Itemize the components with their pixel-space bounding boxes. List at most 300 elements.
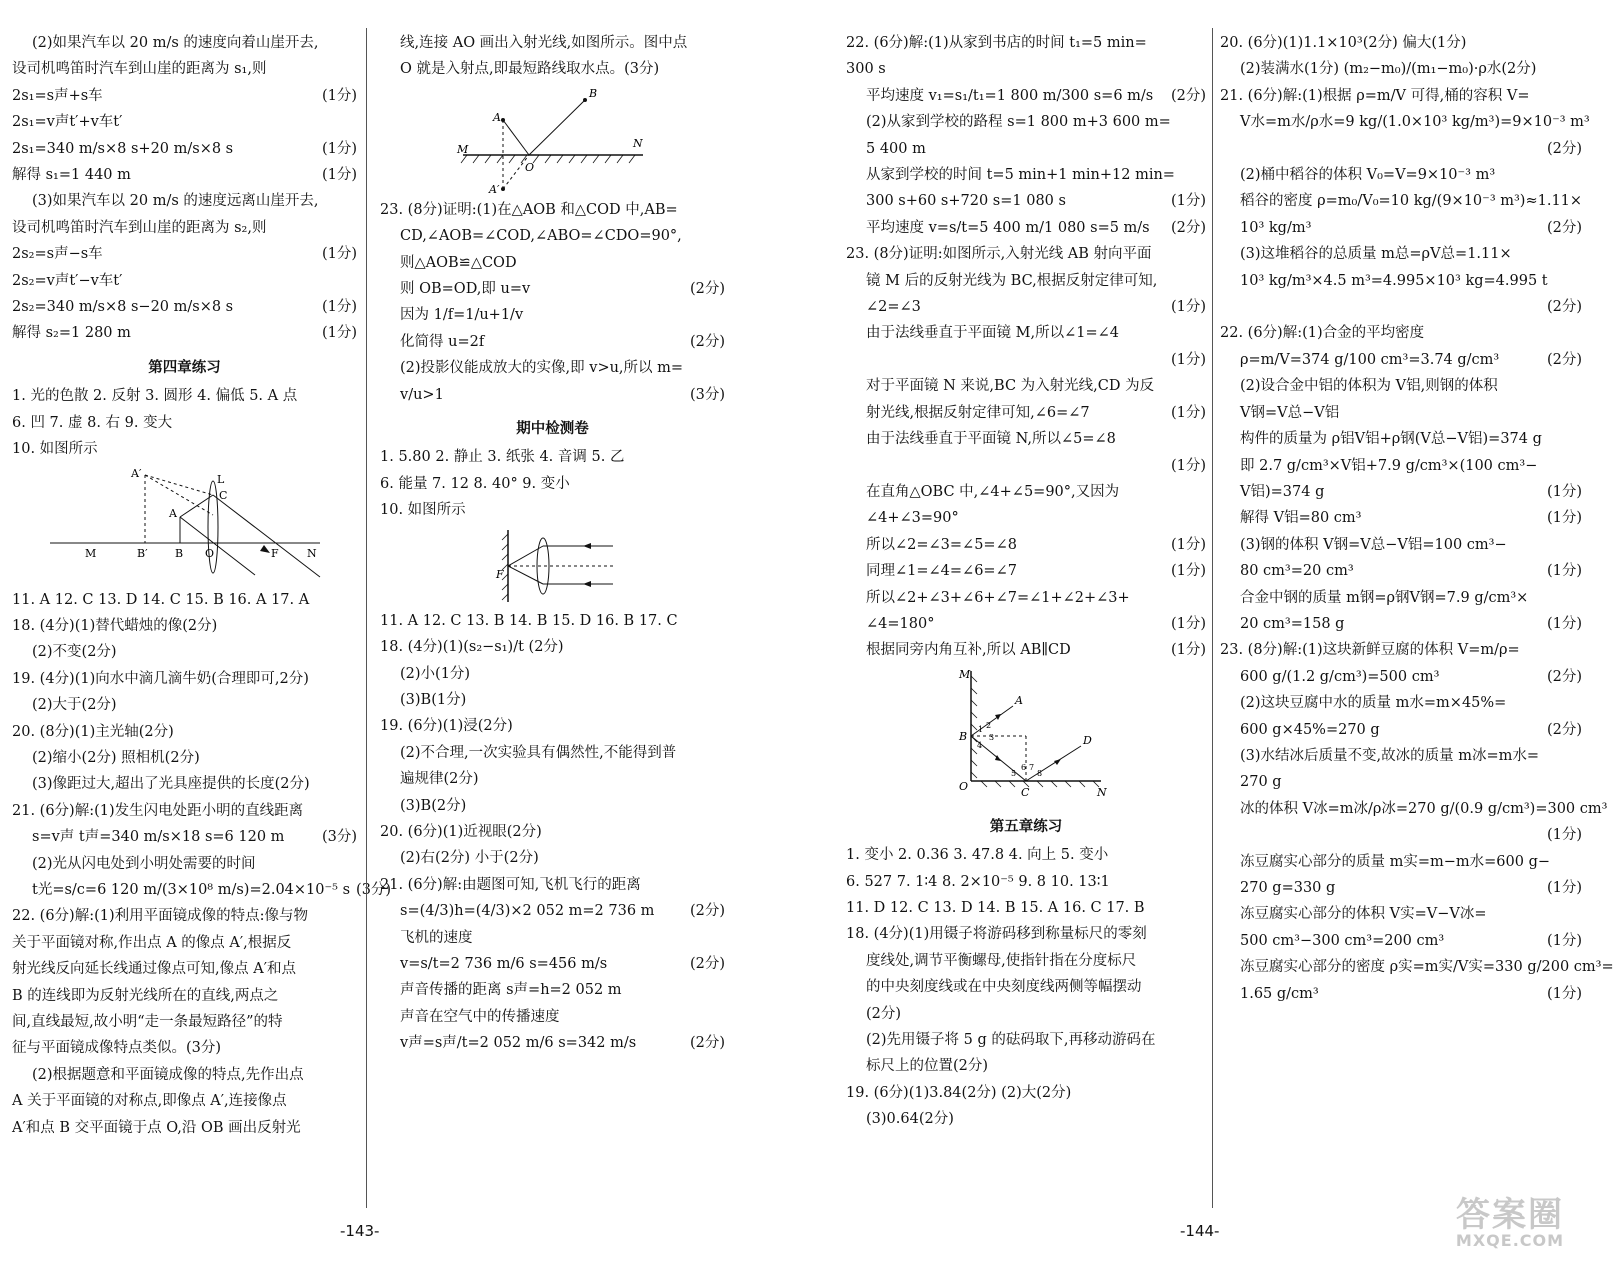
text-line <box>846 532 1206 558</box>
text-line <box>12 383 357 409</box>
score-points: (1分) <box>1170 351 1206 368</box>
text-line <box>380 661 725 687</box>
text-line <box>380 56 725 82</box>
text-line <box>12 930 357 956</box>
score-points: (2分) <box>1170 219 1206 236</box>
line-text: (3)如果汽车以 20 m/s 的速度远离山崖开去, <box>32 193 319 210</box>
text-line <box>1220 215 1582 241</box>
line-text: (2)不变(2分) <box>32 644 117 661</box>
text-line <box>846 347 1206 373</box>
line-text: 10³ kg/m³×4.5 m³=4.995×10³ kg=4.995 t <box>1240 272 1548 289</box>
line-text: 300 s <box>846 61 886 78</box>
figure-label: 6 <box>1021 762 1027 772</box>
text-line <box>1220 558 1582 584</box>
line-text: ρ=m/V=374 g/100 cm³=3.74 g/cm³ <box>1240 351 1500 368</box>
text-line <box>1220 769 1582 795</box>
text-line <box>1220 849 1582 875</box>
text-line <box>846 188 1206 214</box>
text-line <box>12 903 357 929</box>
text-line <box>1220 347 1582 373</box>
text-line <box>12 215 357 241</box>
line-text: 19. (6分)(1)浸(2分) <box>380 718 513 735</box>
figure-label: 3 <box>989 732 995 742</box>
text-line <box>1220 505 1582 531</box>
line-text: 镜 M 后的反射光线为 BC,根据反射定律可知, <box>866 272 1158 289</box>
line-text: 则△AOB≌△COD <box>400 254 517 271</box>
text-line <box>380 1030 725 1056</box>
line-text: 2s₂=s声−s车 <box>12 246 103 263</box>
line-text: (2)从家到学校的路程 s=1 800 m+3 600 m= <box>866 114 1171 131</box>
text-line <box>380 197 725 223</box>
text-line <box>846 241 1206 267</box>
line-text: (3)钢的体积 V钢=V总−V铝=100 cm³− <box>1240 536 1507 553</box>
line-text: 6. 凹 7. 虚 8. 右 9. 变大 <box>12 414 173 431</box>
score-points: (2分) <box>1546 351 1582 368</box>
text-line <box>380 223 725 249</box>
figure-label: C <box>218 488 227 502</box>
line-text: A′和点 B 交平面镜于点 O,沿 OB 画出反射光 <box>12 1119 301 1136</box>
text-line <box>1220 241 1582 267</box>
text-line <box>380 497 725 523</box>
text-line <box>846 56 1206 82</box>
line-text: 23. (8分)证明:如图所示,入射光线 AB 射向平面 <box>846 246 1152 263</box>
line-text: 6. 527 7. 1∶4 8. 2×10⁻⁵ 9. 8 10. 13∶1 <box>846 873 1110 890</box>
text-line <box>380 845 725 871</box>
line-text: 20. (8分)(1)主光轴(2分) <box>12 723 174 740</box>
line-text: (2)投影仪能成放大的实像,即 v>u,所以 m= <box>400 360 684 377</box>
line-text: 度线处,调节平衡螺母,使指针指在分度标尺 <box>866 952 1137 969</box>
line-text: (3)B(1分) <box>400 691 467 708</box>
text-line <box>1220 400 1582 426</box>
score-points: (2分) <box>1546 299 1582 316</box>
text-line <box>846 453 1206 479</box>
text-line <box>12 851 357 877</box>
line-text: 18. (4分)(1)用镊子将游码移到称量标尺的零刻 <box>846 926 1147 943</box>
line-text: 300 s+60 s+720 s=1 080 s <box>866 193 1066 210</box>
text-line <box>1220 928 1582 954</box>
text-line <box>1220 532 1582 558</box>
line-text: 1. 变小 2. 0.36 3. 47.8 4. 向上 5. 变小 <box>846 847 1109 864</box>
line-text: 冻豆腐实心部分的质量 m实=m−m水=600 g− <box>1240 853 1551 870</box>
text-line <box>846 505 1206 531</box>
line-text: 则 OB=OD,即 u=v <box>400 281 531 298</box>
score-points: (1分) <box>1546 483 1582 500</box>
line-text: 270 g=330 g <box>1240 880 1336 896</box>
figure-label: N <box>632 136 643 150</box>
text-line <box>1220 162 1582 188</box>
page-number-right: -144- <box>1180 1222 1220 1240</box>
score-points: (1分) <box>1170 457 1206 474</box>
text-line <box>1220 373 1582 399</box>
line-text: 18. (4分)(1)(s₂−s₁)/t (2分) <box>380 639 564 656</box>
line-text: v声=s声/t=2 052 m/6 s=342 m/s <box>400 1035 637 1052</box>
line-text: 由于法线垂直于平面镜 N,所以∠5=∠8 <box>866 431 1116 448</box>
text-line <box>1220 83 1582 109</box>
score-points: (2分) <box>1546 219 1582 236</box>
text-line <box>846 921 1206 947</box>
line-text: s=v声 t声=340 m/s×18 s=6 120 m <box>32 829 285 846</box>
text-line <box>380 898 725 924</box>
line-text: 500 cm³−300 cm³=200 cm³ <box>1240 932 1445 949</box>
line-text: A 关于平面镜的对称点,即像点 A′,连接像点 <box>12 1093 287 1110</box>
line-text: 标尺上的位置(2分) <box>866 1058 989 1075</box>
line-text: 5 400 m <box>866 140 926 157</box>
line-text: 1. 5.80 2. 静止 3. 纸张 4. 音调 5. 乙 <box>380 449 625 466</box>
concave-lens-mirror-diagram <box>488 526 618 606</box>
text-line <box>1220 796 1608 822</box>
line-text: 11. A 12. C 13. B 14. B 15. D 16. B 17. C <box>380 612 678 629</box>
line-text: 1.65 g/cm³ <box>1240 985 1319 1002</box>
line-text: 18. (4分)(1)替代蜡烛的像(2分) <box>12 617 218 634</box>
text-line <box>12 666 357 692</box>
watermark-text: 答案圈 <box>1456 1195 1564 1235</box>
line-text: 所以∠2+∠3+∠6+∠7=∠1+∠2+∠3+ <box>866 589 1130 606</box>
text-line <box>846 611 1206 637</box>
score-points: (1分) <box>1170 299 1206 316</box>
line-text: V铝)=374 g <box>1240 483 1325 500</box>
line-text: V水=m水/ρ水=9 kg/(1.0×10³ kg/m³)=9×10⁻³ m³ <box>1240 114 1590 131</box>
score-points: (1分) <box>321 87 357 104</box>
line-text: 设司机鸣笛时汽车到山崖的距离为 s₂,则 <box>12 219 267 236</box>
score-points: (1分) <box>1546 985 1582 1002</box>
text-line <box>380 444 725 470</box>
figure-label: O <box>204 546 214 560</box>
line-text: 的中央刻度线或在中央刻度线两侧等幅摆动 <box>866 979 1142 996</box>
column-2 <box>380 30 725 1057</box>
page-number-left: -143- <box>340 1222 380 1240</box>
text-line <box>380 793 725 819</box>
line-text: 化简得 u=2f <box>400 333 485 350</box>
text-line <box>1220 637 1582 663</box>
text-line <box>12 639 357 665</box>
line-text: 由于法线垂直于平面镜 M,所以∠1=∠4 <box>866 325 1119 342</box>
text-line <box>846 162 1206 188</box>
text-line <box>380 471 725 497</box>
line-text: 22. (6分)解:(1)从家到书店的时间 t₁=5 min= <box>846 35 1147 51</box>
line-text: 19. (6分)(1)3.84(2分) (2)大(2分) <box>846 1084 1072 1101</box>
text-line <box>1220 426 1582 452</box>
text-line <box>846 869 1206 895</box>
text-line <box>1220 268 1582 294</box>
line-text: (2)先用镊子将 5 g 的砝码取下,再移动游码在 <box>866 1032 1156 1048</box>
text-line <box>846 373 1206 399</box>
line-text: (3)B(2分) <box>400 797 467 814</box>
figure-label: 4 <box>977 740 983 750</box>
line-text: 关于平面镜对称,作出点 A 的像点 A′,根据反 <box>12 934 292 951</box>
figure-label: B′ <box>136 546 148 560</box>
text-line <box>846 948 1206 974</box>
text-line <box>1220 56 1582 82</box>
line-text: (2)右(2分) 小于(2分) <box>400 850 539 867</box>
text-line <box>380 302 725 328</box>
line-text: 遍规律(2分) <box>400 771 479 788</box>
score-points: (1分) <box>1170 536 1206 553</box>
figure-label: M <box>456 142 468 156</box>
text-line <box>12 136 357 162</box>
figure-label: C <box>1021 785 1030 799</box>
text-line <box>380 951 725 977</box>
line-text: 21. (6分)解:由题图可知,飞机飞行的距离 <box>380 876 641 893</box>
figure-label: M <box>959 667 971 681</box>
lens-ray-diagram <box>45 465 325 585</box>
line-text: 平均速度 v₁=s₁/t₁=1 800 m/300 s=6 m/s <box>866 87 1154 104</box>
watermark-url: MXQE.COM <box>1455 1231 1565 1250</box>
line-text: 设司机鸣笛时汽车到山崖的距离为 s₁,则 <box>12 61 267 78</box>
line-text: 射光线反向延长线通过像点可知,像点 A′和点 <box>12 961 296 978</box>
line-text: 同理∠1=∠4=∠6=∠7 <box>866 563 1017 580</box>
line-text: 因为 1/f=1/u+1/v <box>400 307 524 324</box>
figure-label: O <box>524 160 534 174</box>
text-line <box>1220 717 1582 743</box>
score-points: (1分) <box>1546 615 1582 632</box>
text-line <box>1220 294 1582 320</box>
text-line <box>12 109 357 135</box>
line-text: 平均速度 v=s/t=5 400 m/1 080 s=5 m/s <box>866 219 1150 236</box>
figure-label: L <box>216 472 224 486</box>
text-line <box>380 608 725 634</box>
section-heading: 第五章练习 <box>989 818 1063 835</box>
line-text: 间,直线最短,故小明“走一条最短路径”的特 <box>12 1014 283 1030</box>
line-text: 冻豆腐实心部分的体积 V实=V−V冰= <box>1240 906 1487 923</box>
text-line <box>846 136 1206 162</box>
text-line <box>12 1009 357 1035</box>
text-line <box>1220 981 1582 1007</box>
score-points: (3分) <box>689 386 725 403</box>
line-text: (2)这块豆腐中水的质量 m水=m×45%= <box>1240 695 1507 712</box>
line-text: 解得 V铝=80 cm³ <box>1240 510 1362 527</box>
text-line <box>1220 109 1590 135</box>
figure-label: B <box>959 729 968 743</box>
section-heading: 第四章练习 <box>148 359 221 376</box>
line-text: 2s₁=340 m/s×8 s+20 m/s×8 s <box>12 140 234 157</box>
text-line <box>1220 479 1582 505</box>
text-line <box>846 400 1206 426</box>
figure-label: A <box>168 506 177 520</box>
line-text: (2)如果汽车以 20 m/s 的速度向着山崖开去, <box>32 35 319 51</box>
figure-label: O <box>959 779 969 793</box>
line-text: 11. A 12. C 13. D 14. C 15. B 16. A 17. A <box>12 591 310 608</box>
text-line <box>12 241 357 267</box>
line-text: 22. (6分)解:(1)利用平面镜成像的特点:像与物 <box>12 908 309 925</box>
line-text: 征与平面镜成像特点类似。(3分) <box>12 1040 222 1057</box>
text-line <box>12 956 357 982</box>
text-line <box>846 479 1206 505</box>
score-points: (1分) <box>1170 642 1206 659</box>
text-line <box>846 1080 1206 1106</box>
line-text: (2)大于(2分) <box>32 697 117 714</box>
text-line <box>380 687 725 713</box>
line-text: 2s₁=v声t′+v车t′ <box>12 114 123 131</box>
column-4 <box>1220 30 1614 1007</box>
line-text: 20. (6分)(1)近视眼(2分) <box>380 823 542 840</box>
text-line <box>12 188 357 214</box>
text-line <box>380 276 725 302</box>
figure-label: B <box>588 86 597 100</box>
figure-label: 8 <box>1037 768 1043 778</box>
text-line <box>846 558 1206 584</box>
text-line <box>1220 875 1582 901</box>
line-text: 合金中钢的质量 m钢=ρ钢V钢=7.9 g/cm³× <box>1240 589 1529 606</box>
line-text: (2)光从闪电处到小明处需要的时间 <box>32 855 256 872</box>
text-line <box>846 215 1206 241</box>
text-line <box>846 974 1206 1000</box>
line-text: 270 g <box>1240 774 1282 791</box>
text-line <box>12 798 357 824</box>
text-line <box>380 977 725 1003</box>
text-line <box>846 585 1206 611</box>
figure-label: 5 <box>1011 768 1017 778</box>
line-text: 构件的质量为 ρ铝V铝+ρ钢(V总−V铝)=374 g <box>1240 431 1542 448</box>
score-points: (1分) <box>321 299 357 316</box>
line-text: (2)不合理,一次实验具有偶然性,不能得到普 <box>400 744 677 761</box>
score-points: (1分) <box>1546 827 1582 844</box>
text-line <box>846 83 1206 109</box>
score-points: (2分) <box>689 281 725 298</box>
line-text: 从家到学校的时间 t=5 min+1 min+12 min= <box>866 167 1175 184</box>
line-text: ∠2=∠3 <box>866 299 921 316</box>
text-line <box>846 294 1206 320</box>
line-text: (2)小(1分) <box>400 665 471 682</box>
score-points: (2分) <box>1170 87 1206 104</box>
line-text: 1. 光的色散 2. 反射 3. 圆形 4. 偏低 5. A 点 <box>12 388 298 405</box>
line-text: 23. (8分)解:(1)这块新鲜豆腐的体积 V=m/ρ= <box>1220 642 1520 659</box>
line-text: v=s/t=2 736 m/6 s=456 m/s <box>400 955 608 972</box>
score-points: (1分) <box>321 167 357 184</box>
line-text: (2)设合金中铝的体积为 V铝,则钢的体积 <box>1240 378 1498 395</box>
watermark-logo <box>1440 1195 1580 1250</box>
score-points: (2分) <box>689 1035 725 1052</box>
line-text: 19. (4分)(1)向水中滴几滴牛奶(合理即可,2分) <box>12 670 309 687</box>
mirror-shortest-path-diagram <box>453 85 653 195</box>
line-text: 即 2.7 g/cm³×V铝+7.9 g/cm³×(100 cm³− <box>1240 457 1538 474</box>
text-line <box>12 320 357 346</box>
line-text: (2)缩小(2分) 照相机(2分) <box>32 749 200 766</box>
line-text: 根据同旁内角互补,所以 AB∥CD <box>866 642 1071 659</box>
text-line <box>1220 743 1582 769</box>
score-points: (3分) <box>356 881 392 898</box>
text-line <box>380 819 725 845</box>
score-points: (1分) <box>321 325 357 342</box>
text-line <box>12 410 357 436</box>
line-text: 20. (6分)(1)1.1×10³(2分) 偏大(1分) <box>1220 35 1467 51</box>
text-line <box>12 1088 357 1114</box>
line-text: B 的连线即为反射光线所在的直线,两点之 <box>12 987 279 1004</box>
line-text: V钢=V总−V铝 <box>1240 404 1340 421</box>
line-text: t光=s/c=6 120 m/(3×10⁸ m/s)=2.04×10⁻⁵ s <box>32 881 351 898</box>
score-points: (2分) <box>1546 721 1582 738</box>
text-line <box>380 925 725 951</box>
text-line <box>12 613 357 639</box>
text-line <box>380 355 725 381</box>
text-line <box>846 1001 1206 1027</box>
line-text: 10. 如图所示 <box>380 502 466 519</box>
figure-label: 2 <box>986 720 992 730</box>
line-text: s=(4/3)h=(4/3)×2 052 m=2 736 m <box>400 903 655 920</box>
figure-label: A′ <box>488 182 499 196</box>
score-points: (1分) <box>1170 615 1206 632</box>
text-line <box>1220 136 1582 162</box>
line-text: 解得 s₂=1 280 m <box>12 325 131 342</box>
line-text: 2s₂=v声t′−v车t′ <box>12 272 123 289</box>
line-text: 600 g×45%=270 g <box>1240 721 1380 738</box>
text-line <box>380 740 725 766</box>
score-points: (2分) <box>689 955 725 972</box>
line-text: CD,∠AOB=∠COD,∠ABO=∠CDO=90°, <box>400 228 682 245</box>
line-text: 6. 能量 7. 12 8. 40° 9. 变小 <box>380 475 570 492</box>
score-points: (2分) <box>689 903 725 920</box>
score-points: (1分) <box>1170 563 1206 580</box>
text-line <box>12 877 392 903</box>
figure-label: B <box>174 546 183 560</box>
figure-label: A <box>1015 693 1023 707</box>
text-line <box>12 162 357 188</box>
figure-label: N <box>1097 785 1107 799</box>
text-line <box>12 1115 357 1141</box>
score-points: (1分) <box>1170 404 1206 421</box>
column-divider <box>366 28 367 1208</box>
text-line <box>380 250 725 276</box>
score-points: (1分) <box>321 140 357 157</box>
score-points: (2分) <box>689 333 725 350</box>
text-line <box>846 1027 1206 1053</box>
text-line <box>12 719 357 745</box>
text-line <box>12 56 357 82</box>
line-text: 10. 如图所示 <box>12 441 98 458</box>
score-points: (2分) <box>1546 140 1582 157</box>
line-text: 21. (6分)解:(1)根据 ρ=m/V 可得,桶的容积 V= <box>1220 87 1530 104</box>
line-text: (2分) <box>866 1005 902 1022</box>
line-text: 600 g/(1.2 g/cm³)=500 cm³ <box>1240 668 1440 685</box>
figure-label: A <box>492 110 501 124</box>
score-points: (1分) <box>1170 193 1206 210</box>
text-line <box>380 872 725 898</box>
column-divider <box>1212 28 1213 1208</box>
text-line <box>846 426 1206 452</box>
text-line <box>846 109 1206 135</box>
line-text: ∠4=180° <box>866 615 935 632</box>
score-points: (1分) <box>1546 932 1582 949</box>
line-text: 21. (6分)解:(1)发生闪电处距小明的直线距离 <box>12 802 304 819</box>
text-line <box>846 320 1206 346</box>
line-text: O 就是入射点,即最短路线取水点。(3分) <box>400 61 660 78</box>
line-text: 声音在空气中的传播速度 <box>400 1008 560 1025</box>
text-line <box>380 329 725 355</box>
text-line <box>380 713 725 739</box>
score-points: (3分) <box>321 829 357 846</box>
line-text: 11. D 12. C 13. D 14. B 15. A 16. C 17. B <box>846 899 1145 916</box>
line-text: 冰的体积 V冰=m冰/ρ冰=270 g/(0.9 g/cm³)=300 cm³ <box>1240 800 1608 817</box>
section-heading: 期中检测卷 <box>516 421 589 438</box>
text-line <box>1220 30 1582 56</box>
line-text: 所以∠2=∠3=∠5=∠8 <box>866 536 1017 553</box>
text-line <box>846 637 1206 663</box>
two-mirror-reflection-diagram <box>941 666 1111 806</box>
text-line <box>12 771 357 797</box>
line-text: 23. (8分)证明:(1)在△AOB 和△COD 中,AB= <box>380 201 678 218</box>
line-text: 声音传播的距离 s声=h=2 052 m <box>400 982 622 999</box>
line-text: 2s₁=s声+s车 <box>12 87 103 104</box>
text-line <box>846 1106 1206 1132</box>
line-text: 80 cm³=20 cm³ <box>1240 563 1354 580</box>
text-line <box>12 436 357 462</box>
text-line <box>846 268 1206 294</box>
line-text: 线,连接 AO 画出入射光线,如图所示。图中点 <box>400 35 688 51</box>
text-line <box>12 30 357 56</box>
text-line <box>846 1053 1206 1079</box>
text-line <box>380 1004 725 1030</box>
text-line <box>1220 664 1582 690</box>
text-line <box>1220 901 1582 927</box>
